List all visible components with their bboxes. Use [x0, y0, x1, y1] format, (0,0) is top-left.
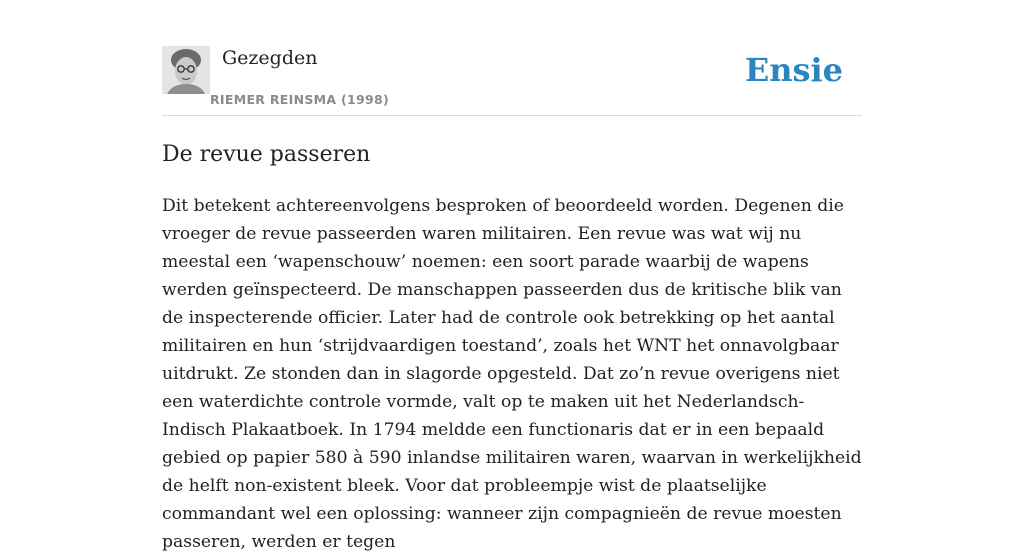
author-portrait-icon[interactable] — [162, 46, 210, 94]
brand-logo[interactable]: Ensie — [744, 51, 843, 89]
entry-body: Dit betekent achtereenvolgens besproken of beoordeeld worden. Degenen die vroeger de revue passeerden waren militairen. Een revue was wat wij nu meestal een ‘wapenschouw’ noemen: een soort parade waarbij de wapens werden geïnspecteerd. De manschappen passeerden dus de kritische blik van de inspecterende officier. Later had de controle ook betrekking op het aantal militairen en hun ‘strijdvaardigen toestand’, zoals het WNT het onnavolgbaar uitdrukt. Ze stonden dan in slagorde opgesteld. Dat zo’n revue overigens niet een waterdichte controle vormde, valt op te maken uit het Nederlandsch-Indisch Plakaatboek. In 1794 meldde een functionaris dat er in een bepaald gebied op papier 580 à 590 inlandse militairen waren, waarvan in werkelijkheid de helft non-existent bleek. Voor dat probleempje wist de plaatselijke commandant wel een oplossing: wanneer zijn compagnieën de revue moesten passeren, werden er tegen — [162, 196, 862, 552]
page-header — [162, 46, 862, 116]
entry-title: De revue passeren — [162, 142, 371, 167]
collection-title[interactable]: Gezegden — [222, 47, 318, 69]
author-credit[interactable]: RIEMER REINSMA (1998) — [210, 92, 390, 107]
